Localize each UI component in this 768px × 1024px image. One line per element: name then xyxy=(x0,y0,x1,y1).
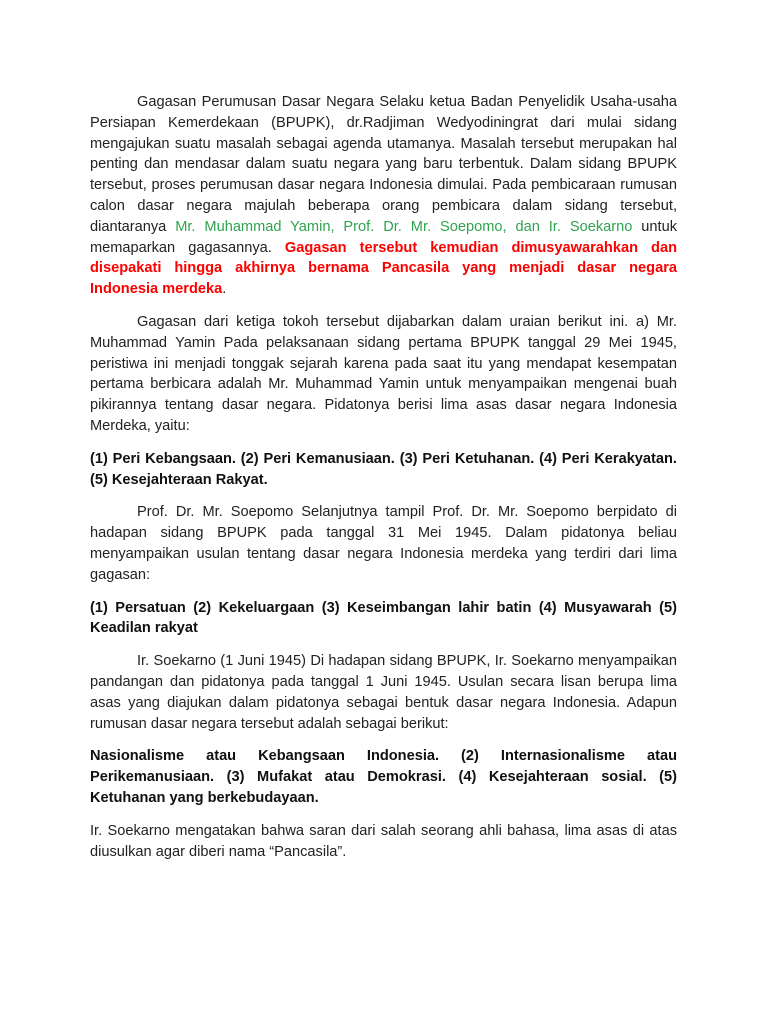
paragraph-intro xyxy=(90,92,677,300)
paragraph-pancasila-name: Ir. Soekarno mengatakan bahwa saran dari salah seorang ahli bahasa, lima asas di atas diusulkan agar diberi nama “Pancasila”. xyxy=(90,822,677,860)
intro-speakers-highlight: Mr. Muhammad Yamin, Prof. Dr. Mr. Soepomo, dan Ir. Soekarno xyxy=(175,218,633,235)
list-soepomo-principles: (1) Persatuan (2) Kekeluargaan (3) Keseimbangan lahir batin (4) Musyawarah (5) Keadilan rakyat xyxy=(90,599,677,637)
intro-lead-text: Gagasan Perumusan Dasar Negara Selaku ketua Badan Penyelidik Usaha-usaha Persiapan Kemerdekaan (BPUPK), dr.Radjiman Wedyodiningrat dari mulai sidang mengajukan suatu masalah sebagai agenda utamanya. Masalah tersebut merupakan hal penting dan mendasar dalam suatu negara yang baru terbentuk. Dalam sidang BPUPK tersebut, proses perumusan dasar negara Indonesia dimulai. Pada pembicaraan rumusan calon dasar negara majulah beberapa orang pembicara dalam sidang tersebut, diantaranya xyxy=(90,94,677,235)
list-soekarno-principles: Nasionalisme atau Kebangsaan Indonesia. (2) Internasionalisme atau Perikemanusiaan. (3) Mufakat atau Demokrasi. (4) Kesejahteraan sosial. (5) Ketuhanan yang berkebudayaan. xyxy=(90,748,677,806)
paragraph-yamin: Gagasan dari ketiga tokoh tersebut dijabarkan dalam uraian berikut ini. a) Mr. Muhammad Yamin Pada pelaksanaan sidang pertama BPUPK tanggal 29 Mei 1945, peristiwa ini menjadi tonggak sejarah karena pada saat itu yang mendapat kesempatan pertama berbicara adalah Mr. Muhammad Yamin untuk menyampaikan mengenai buah pikirannya tentang dasar negara. Pidatonya berisi lima asas dasar negara Indonesia Merdeka, yaitu: xyxy=(90,313,677,434)
document-page xyxy=(90,92,677,874)
intro-end-text: . xyxy=(222,281,227,298)
intro-middle-text: untuk memaparkan gagasannya. xyxy=(90,218,677,256)
paragraph-soekarno: Ir. Soekarno (1 Juni 1945) Di hadapan sidang BPUPK, Ir. Soekarno menyampaikan pandangan dan pidatonya pada tanggal 1 Juni 1945. Usulan secara lisan berupa lima asas yang diajukan dalam pidatonya sebagai bentuk dasar negara Indonesia. Adapun rumusan dasar negara tersebut adalah sebagai berikut: xyxy=(90,653,677,732)
intro-pancasila-highlight: Gagasan tersebut kemudian dimusyawarahkan dan disepakati hingga akhirnya bernama Pancasila yang menjadi dasar negara Indonesia merdeka xyxy=(90,239,677,298)
paragraph-soepomo: Prof. Dr. Mr. Soepomo Selanjutnya tampil Prof. Dr. Mr. Soepomo berpidato di hadapan sidang BPUPK pada tanggal 31 Mei 1945. Dalam pidatonya beliau menyampaikan usulan tentang dasar negara Indonesia merdeka yang terdiri dari lima gagasan: xyxy=(90,504,677,583)
list-yamin-principles: (1) Peri Kebangsaan. (2) Peri Kemanusiaan. (3) Peri Ketuhanan. (4) Peri Kerakyatan. (5) Kesejahteraan Rakyat. xyxy=(90,450,677,488)
